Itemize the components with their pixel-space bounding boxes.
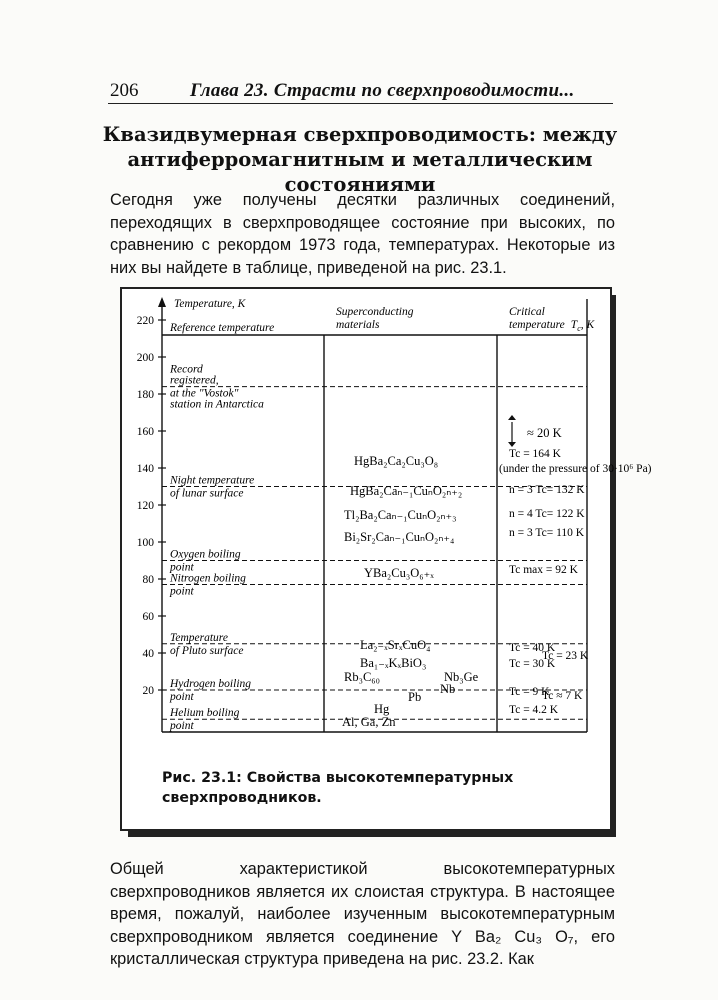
y-tick-label: 40	[142, 648, 154, 660]
y-tick-label: 140	[136, 463, 154, 475]
reference-label: station in Antarctica	[170, 398, 264, 411]
superconductors-chart	[122, 289, 652, 749]
reference-label: of Pluto surface	[170, 644, 244, 657]
material-formula: La₂₋ₓSrₓCuO₄	[360, 638, 431, 652]
material-formula: Rb₃C₆₀	[344, 670, 380, 684]
reference-label: registered,	[170, 374, 219, 387]
reference-label: Oxygen boiling	[170, 548, 241, 561]
reference-label: Helium boiling	[170, 707, 240, 720]
tc-value: Tc max = 92 K	[509, 564, 578, 576]
y-tick-label: 60	[142, 611, 154, 623]
y-tick-label: 160	[136, 426, 154, 438]
reference-label: point	[170, 720, 194, 733]
material-formula: Ba₁₋ₓKₓBiO₃	[360, 656, 427, 670]
y-tick-label: 180	[136, 389, 154, 401]
y-tick-label: 200	[136, 352, 154, 364]
critical-column-header: Critical	[509, 306, 545, 318]
material-formula: Al, Ga, Zn	[342, 715, 396, 729]
pressure-arrow-head	[508, 415, 516, 420]
tc-value: n = 3 Tc= 132 K	[509, 484, 585, 496]
y-tick-label: 220	[136, 315, 154, 327]
tc-value: Tc = 4.2 K	[509, 704, 559, 716]
material-formula: Nb₃Ge	[444, 670, 479, 684]
materials-column-header: materials	[336, 319, 380, 331]
reference-label: Temperature	[170, 631, 228, 644]
reference-label: at the "Vostok"	[170, 387, 239, 400]
material-formula: Tl₂Ba₂Caₙ₋₁CuₙO₂ₙ₊₃	[344, 508, 457, 522]
tc-pressure-note: (under the pressure of 30·10⁶ Pa)	[499, 463, 652, 475]
material-formula: HgBa₂Ca₂Cu₃O₈	[354, 454, 439, 468]
paragraph-2: Общей характеристикой высокотемпературных сверхпроводников является их слоистая структура. В настоящее время, пожалуй, наиболее изученным высокотемпературным сверхпроводником является соединение Y Ba₂ Cu₃ O₇, его кристаллическая структура приведена на рис. 23.2. Как	[110, 860, 615, 968]
materials-column-header: Superconducting	[336, 306, 414, 318]
y-axis-arrow	[158, 297, 166, 307]
critical-unit: , K	[580, 319, 595, 331]
material-formula: Bi₂Sr₂Caₙ₋₁CuₙO₂ₙ₊₄	[344, 530, 455, 544]
reference-label: Hydrogen boiling	[170, 678, 252, 690]
reference-label: Record	[170, 363, 203, 376]
critical-column-header	[509, 319, 596, 333]
material-formula: HgBa₂Caₙ₋₁CuₙO₂ₙ₊₂	[350, 484, 463, 498]
page-number: 206	[110, 80, 139, 101]
y-tick-label: 20	[142, 685, 154, 697]
pressure-arrow-head	[508, 442, 516, 447]
section-title: Квазидвумерная сверхпроводимость: между антиферромагнитным и металлическим состояниями	[102, 123, 618, 196]
tc-value: Tc = 23 K	[542, 650, 589, 662]
reference-label: point	[170, 561, 194, 574]
reference-label: of lunar surface	[170, 487, 244, 500]
reference-column-header: Reference temperature	[170, 322, 275, 334]
y-tick-label: 120	[136, 500, 154, 512]
critical-symbol-sub: c	[577, 324, 581, 333]
y-tick-label: 80	[142, 574, 154, 586]
tc-value: Tc = 30 K	[509, 658, 556, 670]
tc-value: Tc = 164 K	[509, 448, 561, 460]
tc-value: Tc = 40 K	[509, 642, 556, 654]
reference-label: point	[170, 691, 194, 703]
critical-symbol: T	[570, 319, 578, 331]
y-tick-label: 100	[136, 537, 154, 549]
reference-label: Night temperature	[170, 474, 255, 487]
tc-value: n = 3 Tc= 110 K	[509, 527, 585, 539]
material-formula: Nb	[440, 682, 456, 696]
critical-header-text: temperature	[509, 319, 565, 331]
header-rule	[108, 103, 613, 104]
running-head: Глава 23. Страсти по сверхпроводимости...	[190, 80, 575, 101]
axis-label: Temperature, K	[174, 298, 246, 310]
material-formula: Pb	[408, 690, 422, 704]
tc-value: Tc = 9 K	[509, 686, 550, 698]
material-formula: Hg	[374, 702, 390, 716]
tc-value: n = 4 Tc= 122 K	[509, 508, 585, 520]
reference-label: Nitrogen boiling	[170, 572, 246, 585]
tc-note: ≈ 20 K	[527, 426, 562, 440]
paragraph-1: Сегодня уже получены десятки различных соединений, переходящих в сверхпроводящее состояние при высоких, по сравнению с рекордом 1973 года, температурах. Некоторые из них вы найдете в таблице, приведеной на рис. 23.1.	[110, 191, 615, 277]
material-formula: YBa₂Cu₃O₆₊ₓ	[364, 566, 434, 580]
figure-caption: Рис. 23.1: Свойства высокотемпературных сверхпроводников.	[162, 770, 514, 806]
tc-value: Tc ≈ 7 K	[542, 690, 583, 702]
reference-label: point	[170, 585, 194, 598]
